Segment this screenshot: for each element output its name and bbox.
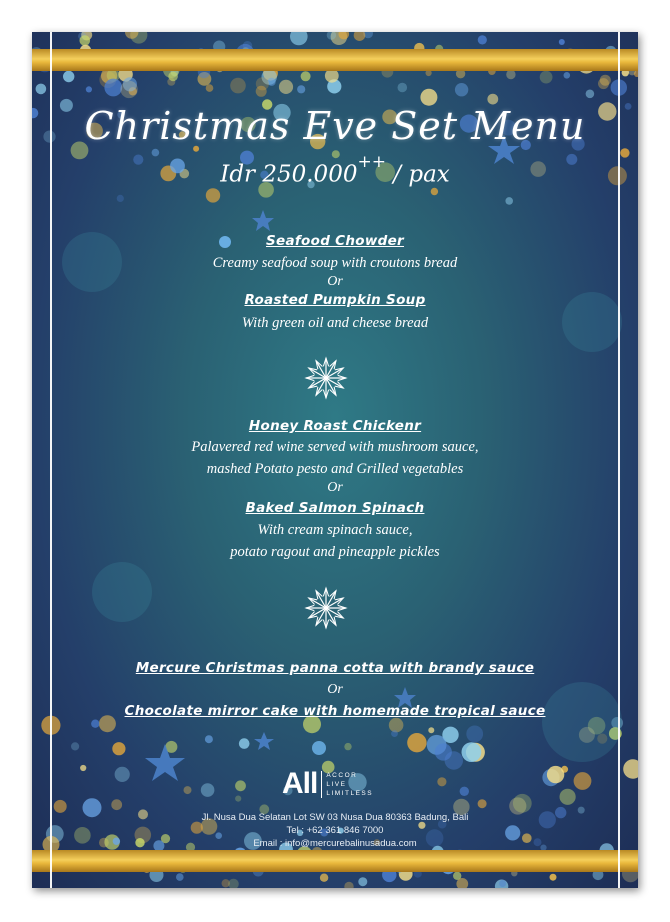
dessert-2-name: Chocolate mirror cake with homemade tropical sauce [124,703,546,719]
main-1-description-line1: Palavered red wine served with mushroom sauce, [191,439,479,455]
star-icon [252,210,274,231]
starter-2-name: Roasted Pumpkin Soup [244,292,426,308]
accor-logo [282,767,373,801]
starter-1-description: Creamy seafood soup with croutons bread [212,255,458,271]
price-tax-marker: ++ [357,152,386,172]
menu-title: Christmas Eve Set Menu [84,104,586,148]
accor-logo-mark: All [282,767,318,800]
price-amount: Idr 250.000 [220,161,358,188]
footer-email: Email : info@mercurebalinusadua.com [253,838,417,849]
starter-2-description: With green oil and cheese bread [241,315,429,331]
logo-word-live: LIVE [326,780,347,788]
logo-word-limitless: LIMITLESS [326,789,374,797]
menu-card [32,32,638,888]
bokeh-dot [312,741,326,755]
snowflake-icon [302,354,350,402]
main-2-description-line1: With cream spinach sauce, [257,522,413,538]
footer-address: Jl. Nusa Dua Selatan Lot SW 03 Nusa Dua 80363 Badung, Bali [201,812,469,823]
main-or-label: Or [327,480,343,495]
dessert-or-label: Or [327,682,343,697]
dessert-1-name: Mercure Christmas panna cotta with brandy sauce [135,660,535,676]
main-2-description-line2: potato ragout and pineapple pickles [230,544,440,560]
main-2-name: Baked Salmon Spinach [245,500,425,516]
main-1-name: Honey Roast Chickenr [248,418,422,434]
star-icon [254,732,274,750]
main-1-description-line2: mashed Potato pesto and Grilled vegetables [206,461,464,477]
star-icon [145,744,185,781]
accor-logo-wordmark [321,771,373,798]
snowflake-icon [302,584,350,632]
logo-word-accor: ACCOR [326,771,358,779]
menu-price [32,152,638,188]
price-per-pax: / pax [393,161,450,188]
starter-or-label: Or [327,274,343,289]
footer-phone: Tel : +62 361 846 7000 [286,825,384,836]
starter-1-name: Seafood Chowder [265,233,405,249]
